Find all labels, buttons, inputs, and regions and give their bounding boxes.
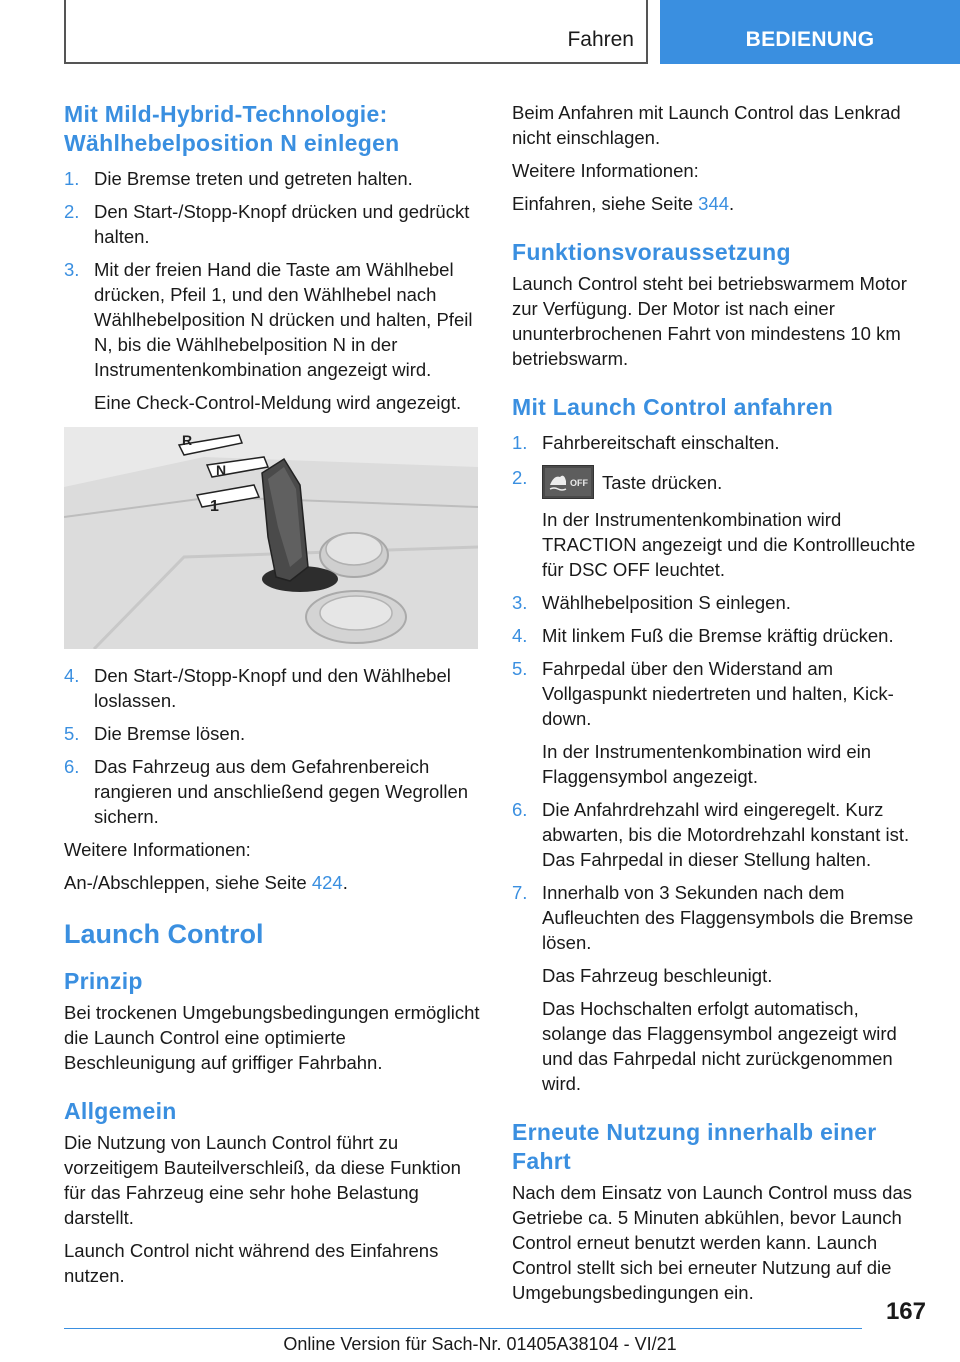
list-item <box>512 623 928 648</box>
anfahren-heading: Mit Launch Control anfahren <box>512 394 834 420</box>
step-number: 1. <box>512 432 528 453</box>
more-info-label: Weitere Informationen: <box>64 839 251 860</box>
step-number: 6. <box>64 756 80 777</box>
section-tab <box>660 0 960 64</box>
button-off-label: OFF <box>570 478 588 488</box>
footer-divider <box>64 1328 862 1329</box>
hybrid-heading <box>64 100 480 158</box>
step-number: 4. <box>64 665 80 686</box>
list-item <box>64 721 480 746</box>
left-column <box>64 100 480 1296</box>
header-chapter-box <box>64 0 648 64</box>
step-number: 4. <box>512 625 528 646</box>
intro-text: Beim Anfahren mit Launch Control das Lenkrad nicht einschlagen. <box>512 102 901 148</box>
list-item <box>64 257 480 382</box>
step-note: Das Hochschalten erfolgt automatisch, solange das Flaggensymbol angezeigt wird und das Fahrpedal nicht zurückgenommen wird. <box>542 998 897 1094</box>
step-text: Fahrpedal über den Widerstand am Vollgaspunkt niedertreten und halten, Kick-down. <box>542 658 894 729</box>
step-number: 1. <box>64 168 80 189</box>
step-number: 3. <box>512 592 528 613</box>
footer-online-version: Online Version für Sach-Nr. 01405A38104 - VI/21 <box>283 1334 677 1354</box>
prinzip-text: Bei trockenen Umgebungsbedingungen ermöglicht die Launch Control eine optimierte Beschleunigung auf griffiger Fahrbahn. <box>64 1002 480 1073</box>
hybrid-heading-line2: Wählhebelposition N einlegen <box>64 130 400 156</box>
step-note: In der Instrumentenkombination wird TRACTION angezeigt und die Kontrollleuchte für DSC OFF leuchtet. <box>542 509 916 580</box>
step-text: Die Bremse treten und getreten halten. <box>94 168 413 189</box>
chapter-title: Fahren <box>567 28 634 51</box>
step-text <box>542 465 928 499</box>
step-text: Wählhebelposition S einlegen. <box>542 592 791 613</box>
step-text: Die Anfahrdrehzahl wird eingeregelt. Kurz abwarten, bis die Motordrehzahl konstant ist. Das Fahrpedal in dieser Stellung halten. <box>542 799 910 870</box>
funktion-text: Launch Control steht bei betriebswarmem Motor zur Verfügung. Der Motor ist nach einer ununterbrochenen Fahrt von mindestens 10 km betriebswarm. <box>512 273 907 369</box>
step-number: 5. <box>64 723 80 744</box>
gear-selector-illustration <box>64 427 478 649</box>
erneut-heading: Erneute Nutzung innerhalb einer Fahrt <box>512 1119 877 1174</box>
list-item <box>512 880 928 955</box>
step-text: Das Fahrzeug aus dem Gefahrenbereich rangieren und anschließend gegen Wegrollen sichern. <box>94 756 469 827</box>
cross-reference-text: An-/Abschleppen, siehe Seite <box>64 872 312 893</box>
list-item <box>512 465 928 499</box>
launch-control-heading: Launch Control <box>64 919 264 949</box>
arrow-1-label: 1 <box>210 498 219 515</box>
step-text: Die Bremse lösen. <box>94 723 246 744</box>
step-text: Mit der freien Hand die Taste am Wählhebel drücken, Pfeil 1, und den Wählhebel nach Wählhebelposition N drücken und halten, Pfeil N, bis die Wählhebelposition N in der Instrumentenkombination angezeigt wird. <box>94 259 473 380</box>
step-text: Den Start-/Stopp-Knopf und den Wählhebel loslassen. <box>94 665 451 711</box>
step-text: Mit linkem Fuß die Bremse kräftig drücken. <box>542 625 894 646</box>
list-item <box>512 797 928 872</box>
step-note: Eine Check-Control-Meldung wird angezeigt. <box>94 392 462 413</box>
hybrid-heading-line1: Mit Mild-Hybrid-Technologie: <box>64 101 388 127</box>
arrow-r-label: R <box>182 432 193 448</box>
arrow-n-label: N <box>216 462 227 478</box>
list-item <box>64 754 480 829</box>
allgemein-heading: Allgemein <box>64 1098 177 1124</box>
erneut-text: Nach dem Einsatz von Launch Control muss das Getriebe ca. 5 Minuten abkühlen, bevor Launch Control erneut benutzt werden kann. Launch Control stellt sich bei erneuter Nutzung auf die Umgebungsbedingungen ein. <box>512 1182 913 1303</box>
list-item <box>512 590 928 615</box>
cross-reference <box>512 191 928 216</box>
step-number: 5. <box>512 658 528 679</box>
cross-reference-text: Einfahren, siehe Seite <box>512 193 699 214</box>
section-title: BEDIENUNG <box>745 28 875 51</box>
step-number: 3. <box>64 259 80 280</box>
list-item <box>64 663 480 713</box>
list-item <box>512 430 928 455</box>
list-item <box>64 199 480 249</box>
step-number: 2. <box>64 201 80 222</box>
allgemein-text-2: Launch Control nicht während des Einfahrens nutzen. <box>64 1240 439 1286</box>
step-text: Den Start-/Stopp-Knopf drücken und gedrückt halten. <box>94 201 470 247</box>
step-text: Innerhalb von 3 Sekunden nach dem Aufleuchten des Flaggensymbols die Bremse lösen. <box>542 882 914 953</box>
list-item <box>64 166 480 191</box>
step-number: 2. <box>512 467 528 488</box>
cross-reference <box>64 870 480 895</box>
more-info-label: Weitere Informationen: <box>512 160 699 181</box>
step-note: In der Instrumentenkombination wird ein Flaggensymbol angezeigt. <box>542 741 872 787</box>
list-item <box>512 656 928 731</box>
page-number: 167 <box>885 1298 926 1325</box>
page-link-344[interactable]: 344 <box>698 193 730 214</box>
step-text: Fahrbereitschaft einschalten. <box>542 432 780 453</box>
step-number: 6. <box>512 799 528 820</box>
cross-reference-end: . <box>729 193 735 214</box>
dsc-off-button-icon <box>542 465 594 499</box>
cross-reference-end: . <box>342 872 348 893</box>
right-column <box>512 100 928 1313</box>
funktion-heading: Funktionsvoraussetzung <box>512 239 791 265</box>
step-text-label: Taste drücken. <box>602 472 723 493</box>
allgemein-text: Die Nutzung von Launch Control führt zu vorzeitigem Bauteilverschleiß, da diese Funktion für das Fahrzeug eine sehr hohe Belastung darstellt. <box>64 1132 461 1228</box>
step-note: Das Fahrzeug beschleunigt. <box>542 965 773 986</box>
prinzip-heading: Prinzip <box>64 968 143 994</box>
page-link-424[interactable]: 424 <box>311 872 343 893</box>
step-number: 7. <box>512 882 528 903</box>
